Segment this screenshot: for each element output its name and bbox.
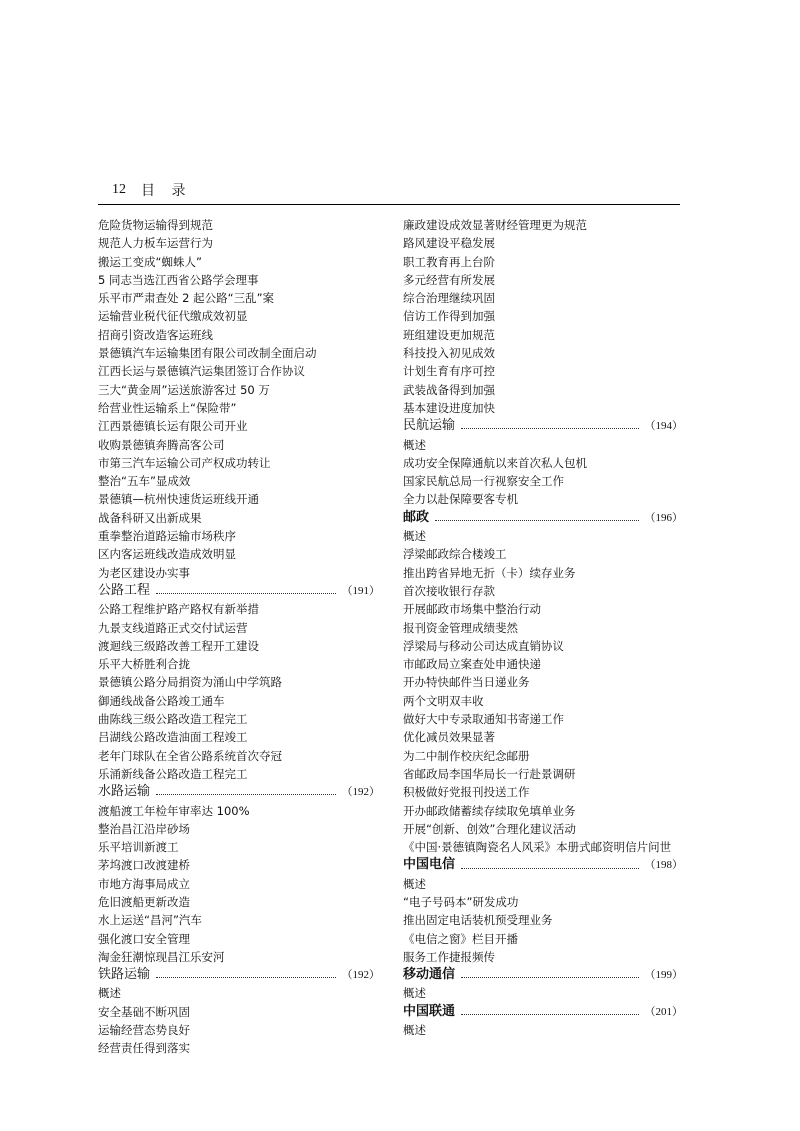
toc-entry: [98, 417, 380, 435]
toc-entry-text: 景德镇公路分局捐资为涌山中学筑路: [98, 675, 282, 690]
leader-dots: [435, 519, 638, 521]
toc-entry-text: 乐涌新线备公路改造工程完工: [98, 766, 248, 781]
toc-entry-text: 经营责任得到落实: [98, 1041, 190, 1056]
toc-entry-text: 浮梁局与移动公司达成直销协议: [403, 638, 564, 653]
toc-entry: [403, 984, 683, 1002]
toc-entry-text: 景德镇汽车运输集团有限公司改制全面启动: [98, 346, 317, 361]
toc-entry: [403, 344, 683, 362]
toc-entry-text: 水路运输: [98, 784, 151, 800]
toc-entry-text: 安全基础不断巩固: [98, 1004, 190, 1019]
toc-entry-text: 职工教育再上台阶: [403, 254, 495, 269]
toc-entry-text: 开展“创新、创效”合理化建议活动: [403, 821, 576, 836]
toc-entry: [98, 381, 380, 399]
toc-entry-text: 招商引资改造客运班线: [98, 327, 213, 342]
toc-entry-text: 邮政: [403, 509, 430, 525]
toc-entry-text: 乐平大桥胜利合拢: [98, 657, 190, 672]
toc-entry-text: 优化减员效果显著: [403, 730, 495, 745]
toc-column-left: [98, 216, 380, 1058]
toc-entry: [98, 600, 380, 618]
toc-entry-text: 多元经营有所发展: [403, 272, 495, 287]
toc-entry: [98, 289, 380, 307]
header-title: 目 录: [141, 183, 192, 199]
toc-entry: [403, 564, 683, 582]
leader-dots: [156, 793, 335, 795]
toc-entry: [98, 362, 380, 380]
toc-entry-text: 淘金狂潮惊现昌江乐安河: [98, 949, 225, 964]
toc-entry: [403, 545, 683, 563]
toc-section-heading: [403, 417, 683, 435]
toc-entry: [403, 436, 683, 454]
toc-entry-text: 信访工作得到加强: [403, 309, 495, 324]
toc-entry: [403, 802, 683, 820]
toc-entry-text: 武装战备得到加强: [403, 382, 495, 397]
toc-entry-text: 渡迴线三级路改善工程开工建设: [98, 638, 259, 653]
toc-entry: [403, 289, 683, 307]
toc-entry: [403, 930, 683, 948]
toc-entry-text: 积极做好党报刊投送工作: [403, 785, 530, 800]
toc-entry-text: “电子号码本”研发成功: [403, 894, 519, 909]
toc-entry: [403, 216, 683, 234]
toc-entry-text: 路风建设平稳发展: [403, 236, 495, 251]
toc-entry-text: 概述: [403, 876, 426, 891]
toc-entry: [98, 234, 380, 252]
toc-entry: [98, 802, 380, 820]
toc-entry-text: 吕湖线公路改造油面工程竣工: [98, 730, 248, 745]
toc-entry-text: 危险货物运输得到规范: [98, 218, 213, 232]
toc-entry-text: 九景支线道路正式交付试运营: [98, 620, 248, 635]
toc-entry: [403, 472, 683, 490]
toc-entry: [403, 673, 683, 691]
toc-entry-text: 廉政建设成效显著财经管理更为规范: [403, 218, 587, 232]
toc-entry: [98, 984, 380, 1002]
toc-entry-text: 《电信之窗》栏目开播: [403, 931, 518, 946]
toc-entry-text: 基本建设进度加快: [403, 400, 495, 415]
toc-entry: [98, 472, 380, 490]
toc-entry-text: 开办特快邮件当日递业务: [403, 675, 530, 690]
leader-dots: [461, 867, 638, 869]
toc-entry-text: 开办邮政储蓄续存续取免填单业务: [403, 803, 576, 818]
toc-entry-text: 概述: [403, 437, 426, 452]
toc-entry-text: 江西景德镇长运有限公司开业: [98, 419, 248, 434]
toc-entry: [98, 655, 380, 673]
toc-entry-text: 危旧渡船更新改造: [98, 894, 190, 909]
toc-entry: [98, 820, 380, 838]
toc-entry: [403, 234, 683, 252]
toc-page-number: （201）: [644, 1005, 683, 1018]
toc-entry-text: 乐平市严肃查处 2 起公路“三乱”案: [98, 291, 275, 306]
toc-entry: [403, 655, 683, 673]
toc-entry-text: 乐平培训新渡工: [98, 840, 179, 855]
toc-entry: [403, 747, 683, 765]
toc-page-number: （192）: [341, 786, 380, 799]
toc-entry-text: 为二中制作校庆纪念邮册: [403, 748, 530, 763]
toc-entry: [98, 326, 380, 344]
toc-entry-text: 运输营业税代征代缴成效初显: [98, 309, 248, 324]
toc-entry: [98, 509, 380, 527]
toc-entry-text: 中国电信: [403, 857, 456, 873]
toc-entry: [98, 728, 380, 746]
toc-entry: [98, 875, 380, 893]
toc-entry: [98, 454, 380, 472]
toc-entry-text: 国家民航总局一行视察安全工作: [403, 474, 564, 489]
toc-entry-text: 铁路运输: [98, 967, 151, 983]
toc-entry-text: 浮梁邮政综合楼竣工: [403, 547, 507, 562]
toc-entry-text: 班组建设更加规范: [403, 327, 495, 342]
toc-entry-text: 渡船渡工年检年审率达 100%: [98, 803, 250, 818]
toc-entry-text: 公路工程维护路产路权有新举措: [98, 602, 259, 617]
toc-entry: [98, 216, 380, 234]
toc-entry: [403, 710, 683, 728]
toc-entry: [98, 710, 380, 728]
toc-entry-text: 5 同志当选江西省公路学会理事: [98, 272, 259, 287]
toc-page-number: （194）: [644, 420, 683, 433]
toc-entry-text: 《中国·景德镇陶瓷名人风采》本册式邮资明信片问世: [403, 840, 672, 855]
toc-entry-text: 运输经营态势良好: [98, 1023, 190, 1038]
toc-entry-text: 区内客运班线改造成效明显: [98, 547, 236, 562]
toc-entry-text: 概述: [403, 986, 426, 1001]
toc-entry: [403, 253, 683, 271]
toc-entry: [98, 564, 380, 582]
toc-entry-text: 水上运送“昌河”汽车: [98, 913, 202, 928]
toc-entry: [403, 619, 683, 637]
leader-dots: [461, 427, 638, 429]
toc-entry: [403, 454, 683, 472]
toc-entry: [403, 490, 683, 508]
toc-entry-text: 两个文明双丰收: [403, 693, 484, 708]
toc-entry-text: 首次接收银行存款: [403, 583, 495, 598]
toc-entry: [98, 527, 380, 545]
toc-entry-text: 曲陈线三级公路改造工程完工: [98, 712, 248, 727]
toc-entry-text: 公路工程: [98, 582, 151, 598]
toc-entry: [98, 893, 380, 911]
toc-entry-text: 概述: [403, 1023, 426, 1038]
toc-page-number: （196）: [644, 511, 683, 524]
toc-entry-text: 计划生育有序可控: [403, 364, 495, 379]
toc-entry: [403, 381, 683, 399]
toc-entry-text: 规范人力板车运营行为: [98, 236, 213, 251]
toc-entry: [98, 271, 380, 289]
toc-entry-text: 科技投入初见成效: [403, 346, 495, 361]
toc-entry: [98, 765, 380, 783]
toc-entry-text: 重拳整治道路运输市场秩序: [98, 529, 236, 544]
toc-entry-text: 收购景德镇奔腾高客公司: [98, 437, 225, 452]
toc-section-heading: [98, 966, 380, 984]
toc-entry: [403, 527, 683, 545]
toc-entry-text: 成功安全保障通航以来首次私人包机: [403, 455, 587, 470]
toc-entry: [403, 783, 683, 801]
leader-dots: [461, 1013, 638, 1015]
toc-entry-text: 景德镇—杭州快速货运班线开通: [98, 492, 259, 507]
page-number: 12: [112, 182, 126, 197]
toc-entry-text: 全力以赴保障要客专机: [403, 492, 518, 507]
toc-entry-text: 给营业性运输系上“保险带”: [98, 400, 237, 415]
leader-dots: [156, 976, 335, 978]
toc-entry-text: 江西长运与景德镇汽运集团签订合作协议: [98, 364, 305, 379]
toc-entry: [98, 948, 380, 966]
toc-section-heading: [403, 509, 683, 527]
toc-entry-text: 战备科研又出新成果: [98, 510, 202, 525]
toc-entry: [98, 1003, 380, 1021]
toc-section-heading: [403, 856, 683, 874]
toc-entry: [403, 271, 683, 289]
toc-section-heading: [403, 1003, 683, 1021]
toc-entry-text: 三大“黄金周”运送旅游客过 50 万: [98, 382, 270, 397]
toc-entry: [403, 948, 683, 966]
toc-entry-text: 移动通信: [403, 967, 456, 983]
toc-entry-text: 推出跨省异地无折（卡）续存业务: [403, 565, 576, 580]
toc-entry-text: 搬运工变成“蜘蛛人”: [98, 254, 202, 269]
toc-entry: [98, 344, 380, 362]
toc-entry-text: 整治昌江沿岸砂场: [98, 821, 190, 836]
toc-entry-text: 中国联通: [403, 1003, 456, 1019]
toc-page-number: （199）: [644, 969, 683, 982]
toc-entry-text: 市地方海事局成立: [98, 876, 190, 891]
toc-entry: [403, 1021, 683, 1039]
toc-entry: [98, 747, 380, 765]
toc-entry: [98, 545, 380, 563]
toc-page-number: （191）: [341, 584, 380, 597]
toc-section-heading: [98, 582, 380, 600]
toc-section-heading: [98, 783, 380, 801]
page-header: [98, 180, 680, 205]
toc-entry: [403, 582, 683, 600]
toc-entry: [98, 692, 380, 710]
toc-entry-text: 概述: [98, 986, 121, 1001]
toc-entry-text: 报刊资金管理成绩斐然: [403, 620, 518, 635]
toc-entry: [403, 399, 683, 417]
toc-entry: [98, 637, 380, 655]
toc-section-heading: [403, 966, 683, 984]
toc-entry: [403, 637, 683, 655]
toc-entry-text: 省邮政局李国华局长一行赴景调研: [403, 766, 576, 781]
toc-entry-text: 茅坞渡口改渡建桥: [98, 858, 190, 873]
toc-entry: [98, 1021, 380, 1039]
toc-entry: [403, 838, 683, 856]
toc-column-right: [403, 216, 683, 1039]
toc-entry: [98, 253, 380, 271]
toc-entry: [98, 307, 380, 325]
toc-entry: [98, 673, 380, 691]
toc-entry-text: 市第三汽车运输公司产权成功转让: [98, 455, 271, 470]
toc-entry: [403, 875, 683, 893]
toc-entry-text: 综合治理继续巩固: [403, 291, 495, 306]
toc-entry-text: 推出固定电话装机预受理业务: [403, 913, 553, 928]
toc-entry: [403, 820, 683, 838]
toc-entry: [403, 600, 683, 618]
toc-entry: [403, 326, 683, 344]
toc-entry-text: 市邮政局立案查处申通快递: [403, 657, 541, 672]
toc-entry-text: 整治“五车”显成效: [98, 474, 191, 489]
toc-entry: [403, 362, 683, 380]
toc-entry: [98, 856, 380, 874]
toc-entry: [403, 307, 683, 325]
toc-entry-text: 开展邮政市场集中整治行动: [403, 602, 541, 617]
toc-entry: [403, 911, 683, 929]
toc-entry-text: 御通线战备公路竣工通车: [98, 693, 225, 708]
toc-entry-text: 服务工作捷报频传: [403, 949, 495, 964]
leader-dots: [156, 592, 335, 594]
toc-entry: [98, 1039, 380, 1057]
toc-entry: [98, 838, 380, 856]
toc-entry-text: 概述: [403, 529, 426, 544]
toc-entry-text: 强化渡口安全管理: [98, 931, 190, 946]
toc-entry: [403, 765, 683, 783]
toc-entry-text: 做好大中专录取通知书寄递工作: [403, 712, 564, 727]
toc-page-number: （192）: [341, 969, 380, 982]
toc-page-number: （198）: [644, 859, 683, 872]
toc-entry: [98, 911, 380, 929]
leader-dots: [461, 976, 638, 978]
toc-entry: [98, 490, 380, 508]
toc-entry-text: 民航运输: [403, 418, 456, 434]
toc-entry: [403, 692, 683, 710]
toc-entry: [98, 399, 380, 417]
toc-entry: [98, 930, 380, 948]
toc-entry: [98, 619, 380, 637]
toc-entry: [403, 728, 683, 746]
toc-entry: [403, 893, 683, 911]
toc-entry-text: 为老区建设办实事: [98, 565, 190, 580]
toc-entry: [98, 436, 380, 454]
toc-entry-text: 老年门球队在全省公路系统首次夺冠: [98, 748, 282, 763]
